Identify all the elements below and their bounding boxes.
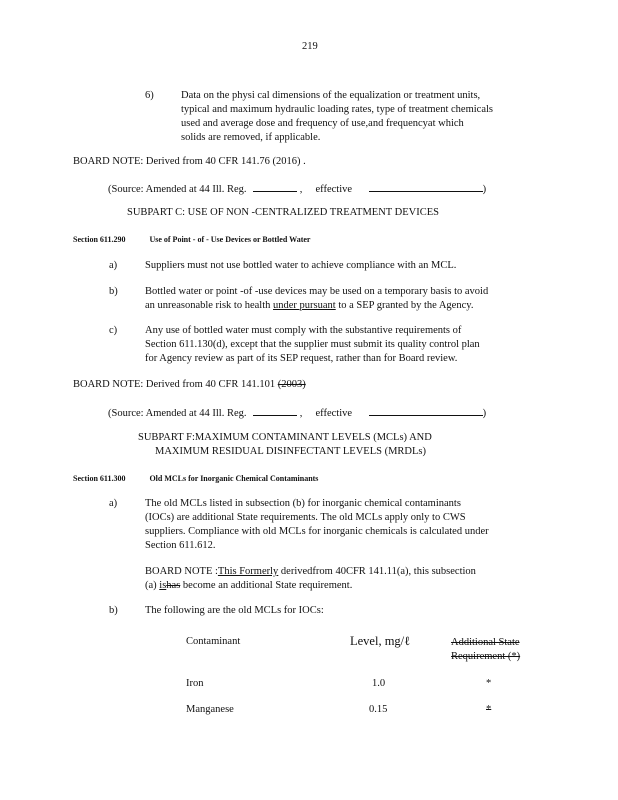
item-b2-text: The following are the old MCLs for IOCs: (145, 605, 324, 616)
subpart-f-heading-line-1: SUBPART F:MAXIMUM CONTAMINANT LEVELS (MCLs) AND (138, 432, 432, 443)
board-note-3-inserted-word: is (159, 580, 167, 591)
ioc-row-1-contaminant: Iron (186, 678, 204, 689)
source-2: (Source: Amended at 44 Ill. Reg. , effective ) (108, 405, 486, 421)
item-6-line-3: used and average dose and frequency of use,and frequencyat which (181, 118, 464, 129)
board-note-3-deleted-word: has (166, 580, 181, 591)
source-1-close: ) (482, 184, 487, 195)
item-b1-line-2 (145, 299, 473, 313)
ioc-table-header-contaminant: Contaminant (186, 636, 241, 647)
item-a2-line-1: The old MCLs listed in subsection (b) for inorganic chemical contaminants (145, 498, 461, 509)
board-note-3-label: BOARD NOTE : (145, 566, 218, 577)
item-b1-line-1: Bottled water or point -of -use devices may be used on a temporary basis to avoid (145, 286, 489, 297)
item-a2-line-3: suppliers. Compliance with old MCLs for inorganic chemicals is calculated under (145, 526, 489, 537)
section-611-290-number: Section 611.290 (73, 235, 126, 244)
item-6-marker: 6) (145, 90, 154, 101)
board-note-2-struck: (2003) (277, 379, 306, 390)
source-2-prefix: (Source: Amended at 44 Ill. Reg. (108, 408, 247, 419)
board-note-2-text: BOARD NOTE: Derived from 40 CFR 141.101 (73, 379, 278, 390)
ioc-row-2-level: 0.15 (369, 704, 388, 715)
item-b1-inserted-text: under pursuant (273, 300, 336, 311)
board-note-3-line-1 (145, 565, 476, 579)
item-a2-line-2: (IOCs) are additional State requirements. The old MCLs apply only to CWS (145, 512, 466, 523)
source-1-prefix: (Source: Amended at 44 Ill. Reg. (108, 184, 247, 195)
source-1-reg-blank (253, 181, 297, 192)
item-a1-marker: a) (109, 260, 118, 271)
item-b1-line-2-post: to a SEP granted by the Agency. (335, 300, 474, 311)
ioc-row-2-mark: * (486, 704, 492, 715)
item-c1-line-3: for Agency review as part of its SEP request, rather than for Board review. (145, 353, 458, 364)
source-1-effective: effective (315, 184, 353, 195)
item-6-line-2: typical and maximum hydraulic loading rates, type of treatment chemicals (181, 104, 493, 115)
subpart-f-heading-line-2: MAXIMUM RESIDUAL DISINFECTANT LEVELS (MRDLs) (155, 446, 426, 457)
ioc-row-1-level: 1.0 (372, 678, 386, 689)
section-611-300-number: Section 611.300 (73, 474, 126, 483)
source-1-effective-blank (369, 181, 483, 192)
source-1: (Source: Amended at 44 Ill. Reg. , effective ) (108, 181, 486, 197)
section-611-290-title: Use of Point - of - Use Devices or Bottled Water (149, 235, 311, 244)
subpart-c-heading: SUBPART C: USE OF NON -CENTRALIZED TREATMENT DEVICES (127, 207, 439, 218)
board-note-3-line-1-rest: derivedfrom 40CFR 141.11(a), this subsection (278, 566, 476, 577)
ioc-row-2-contaminant: Manganese (186, 704, 234, 715)
item-b1-line-2-pre: an unreasonable risk to health (145, 300, 273, 311)
section-611-300-title: Old MCLs for Inorganic Chemical Contaminants (149, 474, 319, 483)
ioc-table-header-level: Level, mg/ℓ (350, 634, 411, 648)
board-note-3-amended-text: This Formerly (217, 566, 279, 577)
source-2-reg-blank (253, 405, 297, 416)
item-a1-text: Suppliers must not use bottled water to achieve compliance with an MCL. (145, 260, 457, 271)
board-note-3-line-2-rest: become an additional State requirement. (180, 580, 353, 591)
source-2-close: ) (482, 408, 487, 419)
board-note-1: BOARD NOTE: Derived from 40 CFR 141.76 (2016) . (73, 156, 306, 167)
source-2-effective-blank (369, 405, 483, 416)
item-c1-line-2: Section 611.130(d), except that the supplier must submit its quality control plan (145, 339, 480, 350)
ioc-row-1-mark: * (486, 678, 492, 689)
item-6-line-1: Data on the physi cal dimensions of the equalization or treatment units, (181, 90, 481, 101)
item-c1-marker: c) (109, 325, 118, 336)
board-note-3-line-2 (145, 579, 352, 593)
item-b1-marker: b) (109, 286, 118, 297)
source-2-effective: effective (315, 408, 353, 419)
item-a2-marker: a) (109, 498, 118, 509)
section-611-290-heading (73, 235, 310, 244)
item-6-line-4: solids are removed, if applicable. (181, 132, 321, 143)
item-c1-line-1: Any use of bottled water must comply with the substantive requirements of (145, 325, 462, 336)
board-note-2 (73, 378, 306, 392)
section-611-300-heading (73, 474, 318, 483)
ioc-table-header-additional-1: Additional State (451, 637, 520, 648)
item-a2-line-4: Section 611.612. (145, 540, 216, 551)
board-note-3-line-2-pre: (a) (145, 580, 160, 591)
page-number: 219 (302, 41, 318, 52)
ioc-table-header-additional-2: Requirement (*) (451, 651, 521, 662)
item-b2-marker: b) (109, 605, 118, 616)
